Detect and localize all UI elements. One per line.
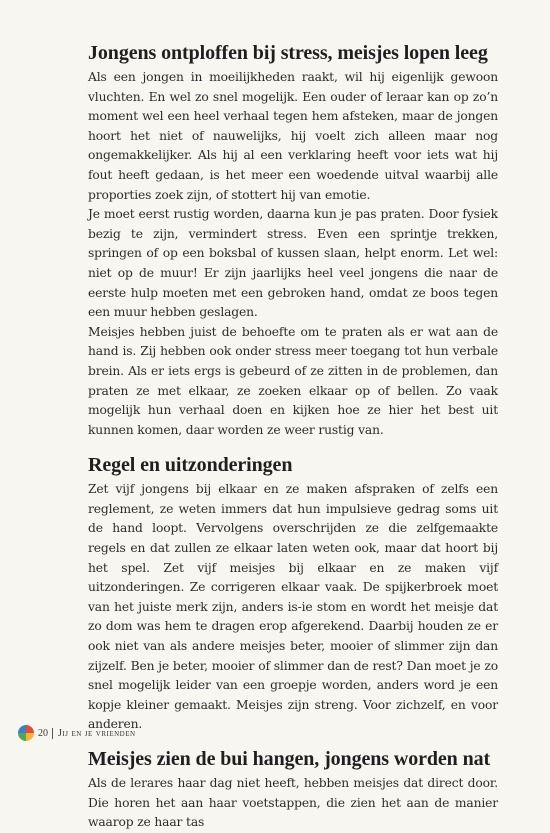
section-heading: Meisjes zien de bui hangen, jongens worden nat (88, 748, 491, 770)
section-weather (88, 746, 498, 833)
running-title: Jij en je vrienden (58, 727, 136, 739)
page-content (88, 40, 498, 833)
page-number: 20 (38, 727, 48, 739)
paragraph: Als de lerares haar dag niet heeft, hebben meisjes dat direct door. Die horen het aan haar voetstappen, die zien het aan de manier waarop ze haar tas (88, 776, 498, 830)
page-footer (18, 725, 136, 741)
publisher-logo-icon (18, 725, 34, 741)
section-rules (88, 452, 498, 735)
section-heading: Jongens ontploffen bij stress, meisjes lopen leeg (88, 42, 488, 64)
paragraph: Je moet eerst rustig worden, daarna kun je pas praten. Door fysiek bezig te zijn, vermindert stress. Even een sprintje trekken, springen of op een boksbal of kussen slaan, helpt enorm. Let wel: niet op de muur! Er zijn jaarlijks heel veel jongens die naar de eerste hulp moeten met een gebroken hand, omdat ze boos tegen een muur hebben geslagen. (88, 207, 498, 320)
section-heading: Regel en uitzonderingen (88, 454, 293, 477)
paragraph: Zet vijf jongens bij elkaar en ze maken afspraken of zelfs een reglement, ze weten immers dat hun impulsieve gedrag soms uit de hand loopt. Vervolgens overschrijden ze die zelfgemaakte regels en dat zullen ze elkaar laten weten ook, maar dat hoort bij het spel. Zet vijf meisjes bij elkaar en ze maken vijf uitzonderingen. Ze corrigeren elkaar vaak. De spijkerbroek moet van het juiste merk zijn, anders is-ie stom en wordt het meisje dat zo dom was hem te dragen erop afgerekend. Daarbij houden ze er ook niet van als andere meisjes beter, mooier of slimmer zijn dan zijzelf. Ben je beter, mooier of slimmer dan de rest? Dan moet je zo snel mogelijk leider van een groepje worden, anders word je een kopje kleiner gemaakt. Meisjes zijn streng. Voor zichzelf, en voor anderen. (88, 482, 498, 732)
paragraph: Meisjes hebben juist de behoefte om te praten als er wat aan de hand is. Zij hebben ook onder stress meer toegang tot hun verbale brein. Als er iets ergs is gebeurd of ze zitten in de problemen, dan praten ze met elkaar, ze zoeken elkaar op of bellen. Zo vaak mogelijk hun verhaal doen en kijken hoe ze hier het best uit kunnen komen, daar worden ze weer rustig van. (88, 324, 498, 437)
footer-divider (52, 728, 53, 739)
paragraph: Als een jongen in moeilijkheden raakt, wil hij eigenlijk gewoon vluchten. En wel zo snel mogelijk. Een ouder of leraar kan op zo’n moment wel een heel verhaal tegen hem afsteken, maar de jongen hoort het niet of nauwelijks, hij voelt zich alleen maar nog ongemakkelijker. Als hij al een verklaring heeft voor iets wat hij fout heeft gedaan, is het meer een woedende uitval waarbij alle proporties zoek zijn, of stottert hij van emotie. (88, 70, 498, 202)
section-stress (88, 40, 498, 440)
